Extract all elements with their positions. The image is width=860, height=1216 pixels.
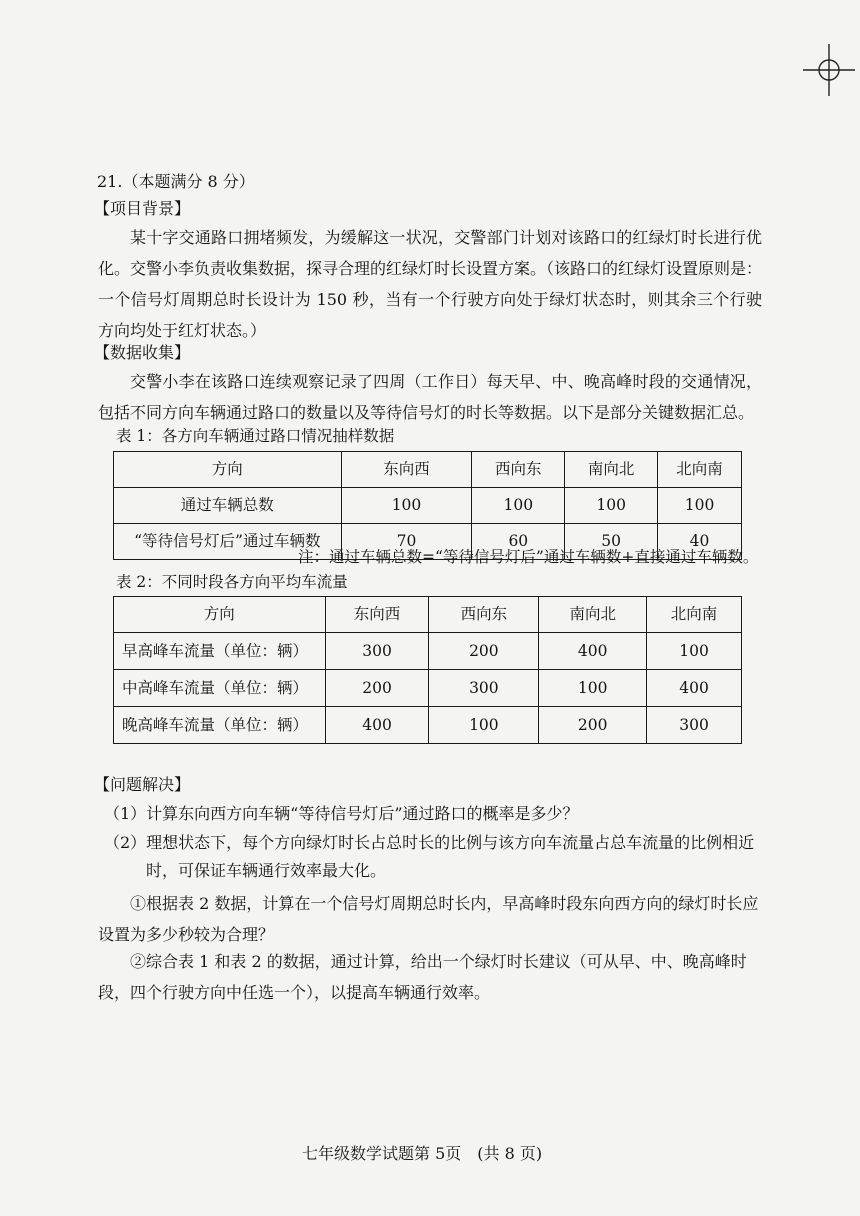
table-header-cell: 西向东 — [429, 597, 539, 633]
question-2-sub-2: ②综合表 1 和表 2 的数据，通过计算，给出一个绿灯时长建议（可从早、中、晚高峰时段，四个行驶方向中任选一个），以提高车辆通行效率。 — [98, 952, 747, 1002]
table-cell: 400 — [325, 707, 429, 744]
table1-note: 注：通过车辆总数=“等待信号灯后”通过车辆数+直接通过车辆数。 — [298, 548, 759, 566]
table-row-label: “等待信号灯后”通过车辆数 — [114, 524, 342, 560]
table-cell: 300 — [429, 670, 539, 707]
data-heading: 【数据收集】 — [94, 343, 191, 362]
table2-header-row — [114, 597, 742, 633]
table-cell: 100 — [647, 633, 742, 670]
table-cell: 400 — [539, 633, 647, 670]
table-cell: 40 — [658, 524, 742, 560]
table1 — [113, 451, 742, 560]
table-cell: 50 — [565, 524, 658, 560]
table-header-cell: 南向北 — [565, 452, 658, 488]
table1-header-row — [114, 452, 742, 488]
table-header-cell: 北向南 — [658, 452, 742, 488]
table-cell: 200 — [429, 633, 539, 670]
data-text: 交警小李在该路口连续观察记录了四周（工作日）每天早、中、晚高峰时段的交通情况，包括不同方向车辆通过路口的数量以及等待信号灯的时长等数据。以下是部分关键数据汇总。 — [98, 372, 762, 422]
table2-caption: 表 2：不同时段各方向平均车流量 — [116, 573, 348, 591]
table-header-cell: 方向 — [114, 597, 326, 633]
table-row — [114, 488, 742, 524]
table-cell: 100 — [658, 488, 742, 524]
table-cell: 300 — [647, 707, 742, 744]
table-row — [114, 633, 742, 670]
table-cell: 100 — [565, 488, 658, 524]
table-row-label: 晚高峰车流量（单位：辆） — [114, 707, 326, 744]
table-header-cell: 北向南 — [647, 597, 742, 633]
table-row-label: 中高峰车流量（单位：辆） — [114, 670, 326, 707]
table-row-label: 通过车辆总数 — [114, 488, 342, 524]
question-2-line-1: （2）理想状态下，每个方向绿灯时长占总时长的比例与该方向车流量占总车流量的比例相近 — [104, 833, 755, 852]
table-header-cell: 东向西 — [325, 597, 429, 633]
page-footer: 七年级数学试题第 5页 (共 8 页) — [302, 1144, 543, 1163]
table-header-cell: 西向东 — [472, 452, 565, 488]
question-header: 21.（本题满分 8 分） — [97, 172, 255, 191]
question-1: （1）计算东向西方向车辆“等待信号灯后”通过路口的概率是多少？ — [104, 804, 579, 823]
table-header-cell: 方向 — [114, 452, 342, 488]
table-cell: 100 — [429, 707, 539, 744]
table-cell: 100 — [539, 670, 647, 707]
table-row — [114, 707, 742, 744]
table2 — [113, 596, 742, 744]
table-row-label: 早高峰车流量（单位：辆） — [114, 633, 326, 670]
table-cell: 300 — [325, 633, 429, 670]
table1-caption: 表 1：各方向车辆通过路口情况抽样数据 — [116, 427, 395, 445]
table-header-cell: 东向西 — [341, 452, 472, 488]
table-row — [114, 670, 742, 707]
solve-heading: 【问题解决】 — [94, 775, 191, 794]
table-cell: 200 — [539, 707, 647, 744]
table-cell: 100 — [341, 488, 472, 524]
question-2-line-2: 时，可保证车辆通行效率最大化。 — [146, 861, 387, 880]
table-cell: 60 — [472, 524, 565, 560]
table-header-cell: 南向北 — [539, 597, 647, 633]
registration-mark-icon — [803, 44, 855, 96]
background-text: 某十字交通路口拥堵频发，为缓解这一状况，交警部门计划对该路口的红绿灯时长进行优化。交警小李负责收集数据，探寻合理的红绿灯时长设置方案。（该路口的红绿灯设置原则是：一个信号灯周期总时长设计为 150 秒，当有一个行驶方向处于绿灯状态时，则其余三个行驶方向均处于红灯状态。） — [98, 228, 763, 340]
table-cell: 70 — [341, 524, 472, 560]
table-cell: 400 — [647, 670, 742, 707]
table-cell: 100 — [472, 488, 565, 524]
background-heading: 【项目背景】 — [94, 199, 191, 218]
table-cell: 200 — [325, 670, 429, 707]
question-2-sub-1: ①根据表 2 数据，计算在一个信号灯周期总时长内，早高峰时段东向西方向的绿灯时长应设置为多少秒较为合理？ — [98, 894, 759, 944]
